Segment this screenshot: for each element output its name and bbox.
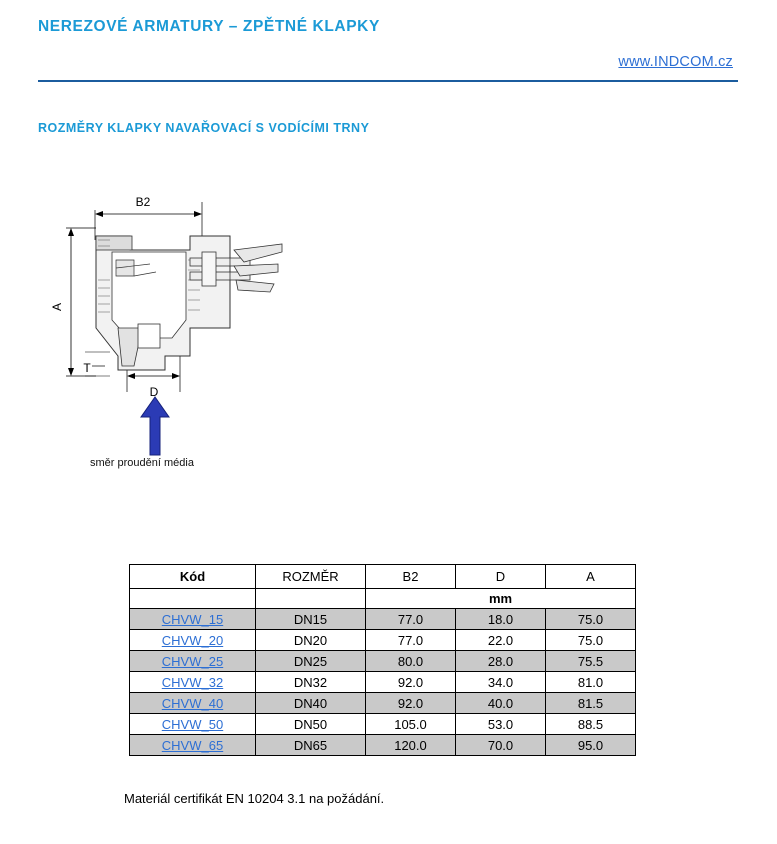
flow-direction-caption: směr proudění média <box>90 457 194 469</box>
cell-size: DN40 <box>256 693 366 714</box>
unit-label: mm <box>366 589 636 609</box>
unit-blank-code <box>130 589 256 609</box>
cell-a: 75.0 <box>546 630 636 651</box>
cell-b2: 120.0 <box>366 735 456 756</box>
table-row <box>130 609 636 630</box>
table-row <box>130 735 636 756</box>
cell-b2: 80.0 <box>366 651 456 672</box>
cell-size: DN15 <box>256 609 366 630</box>
cell-a: 81.5 <box>546 693 636 714</box>
cell-code[interactable]: CHVW_20 <box>130 630 256 651</box>
cell-b2: 77.0 <box>366 609 456 630</box>
material-footnote: Materiál certifikát EN 10204 3.1 na požádání. <box>124 791 385 806</box>
header-code: Kód <box>130 565 256 589</box>
cell-a: 88.5 <box>546 714 636 735</box>
cell-code[interactable]: CHVW_25 <box>130 651 256 672</box>
cell-code[interactable]: CHVW_40 <box>130 693 256 714</box>
cell-b2: 92.0 <box>366 693 456 714</box>
cell-b2: 92.0 <box>366 672 456 693</box>
table-row <box>130 714 636 735</box>
cell-code[interactable]: CHVW_50 <box>130 714 256 735</box>
page-header <box>0 0 777 88</box>
table-row <box>130 672 636 693</box>
cell-size: DN65 <box>256 735 366 756</box>
dimensions-table <box>129 564 636 756</box>
header-b2: B2 <box>366 565 456 589</box>
header-size: ROZMĚR <box>256 565 366 589</box>
website-link[interactable]: www.INDCOM.cz <box>618 54 733 70</box>
cell-d: 40.0 <box>456 693 546 714</box>
table-row <box>130 693 636 714</box>
cell-a: 75.0 <box>546 609 636 630</box>
cell-d: 18.0 <box>456 609 546 630</box>
cell-size: DN50 <box>256 714 366 735</box>
cell-code[interactable]: CHVW_65 <box>130 735 256 756</box>
cell-size: DN20 <box>256 630 366 651</box>
header-divider <box>38 80 738 82</box>
page-title: NEREZOVÉ ARMATURY – ZPĚTNÉ KLAPKY <box>38 18 380 35</box>
technical-drawing <box>30 180 350 480</box>
table-header-row <box>130 565 636 589</box>
table-body <box>130 609 636 756</box>
cell-a: 81.0 <box>546 672 636 693</box>
cell-a: 75.5 <box>546 651 636 672</box>
valve-drawing-svg <box>30 180 350 480</box>
cell-size: DN32 <box>256 672 366 693</box>
table-row <box>130 630 636 651</box>
header-a: A <box>546 565 636 589</box>
cell-b2: 77.0 <box>366 630 456 651</box>
dimension-label-d: D <box>149 385 159 399</box>
cell-code[interactable]: CHVW_15 <box>130 609 256 630</box>
table-unit-row <box>130 589 636 609</box>
cell-d: 70.0 <box>456 735 546 756</box>
cell-a: 95.0 <box>546 735 636 756</box>
cell-d: 22.0 <box>456 630 546 651</box>
dimension-label-b2: B2 <box>135 195 151 209</box>
cell-size: DN25 <box>256 651 366 672</box>
cell-d: 53.0 <box>456 714 546 735</box>
header-d: D <box>456 565 546 589</box>
cell-d: 34.0 <box>456 672 546 693</box>
cell-b2: 105.0 <box>366 714 456 735</box>
table-row <box>130 651 636 672</box>
section-title: ROZMĚRY KLAPKY NAVAŘOVACÍ S VODÍCÍMI TRNY <box>38 121 370 135</box>
cell-code[interactable]: CHVW_32 <box>130 672 256 693</box>
cell-d: 28.0 <box>456 651 546 672</box>
unit-blank-size <box>256 589 366 609</box>
dimension-label-t: T <box>83 361 91 375</box>
dimension-label-a: A <box>50 302 64 312</box>
